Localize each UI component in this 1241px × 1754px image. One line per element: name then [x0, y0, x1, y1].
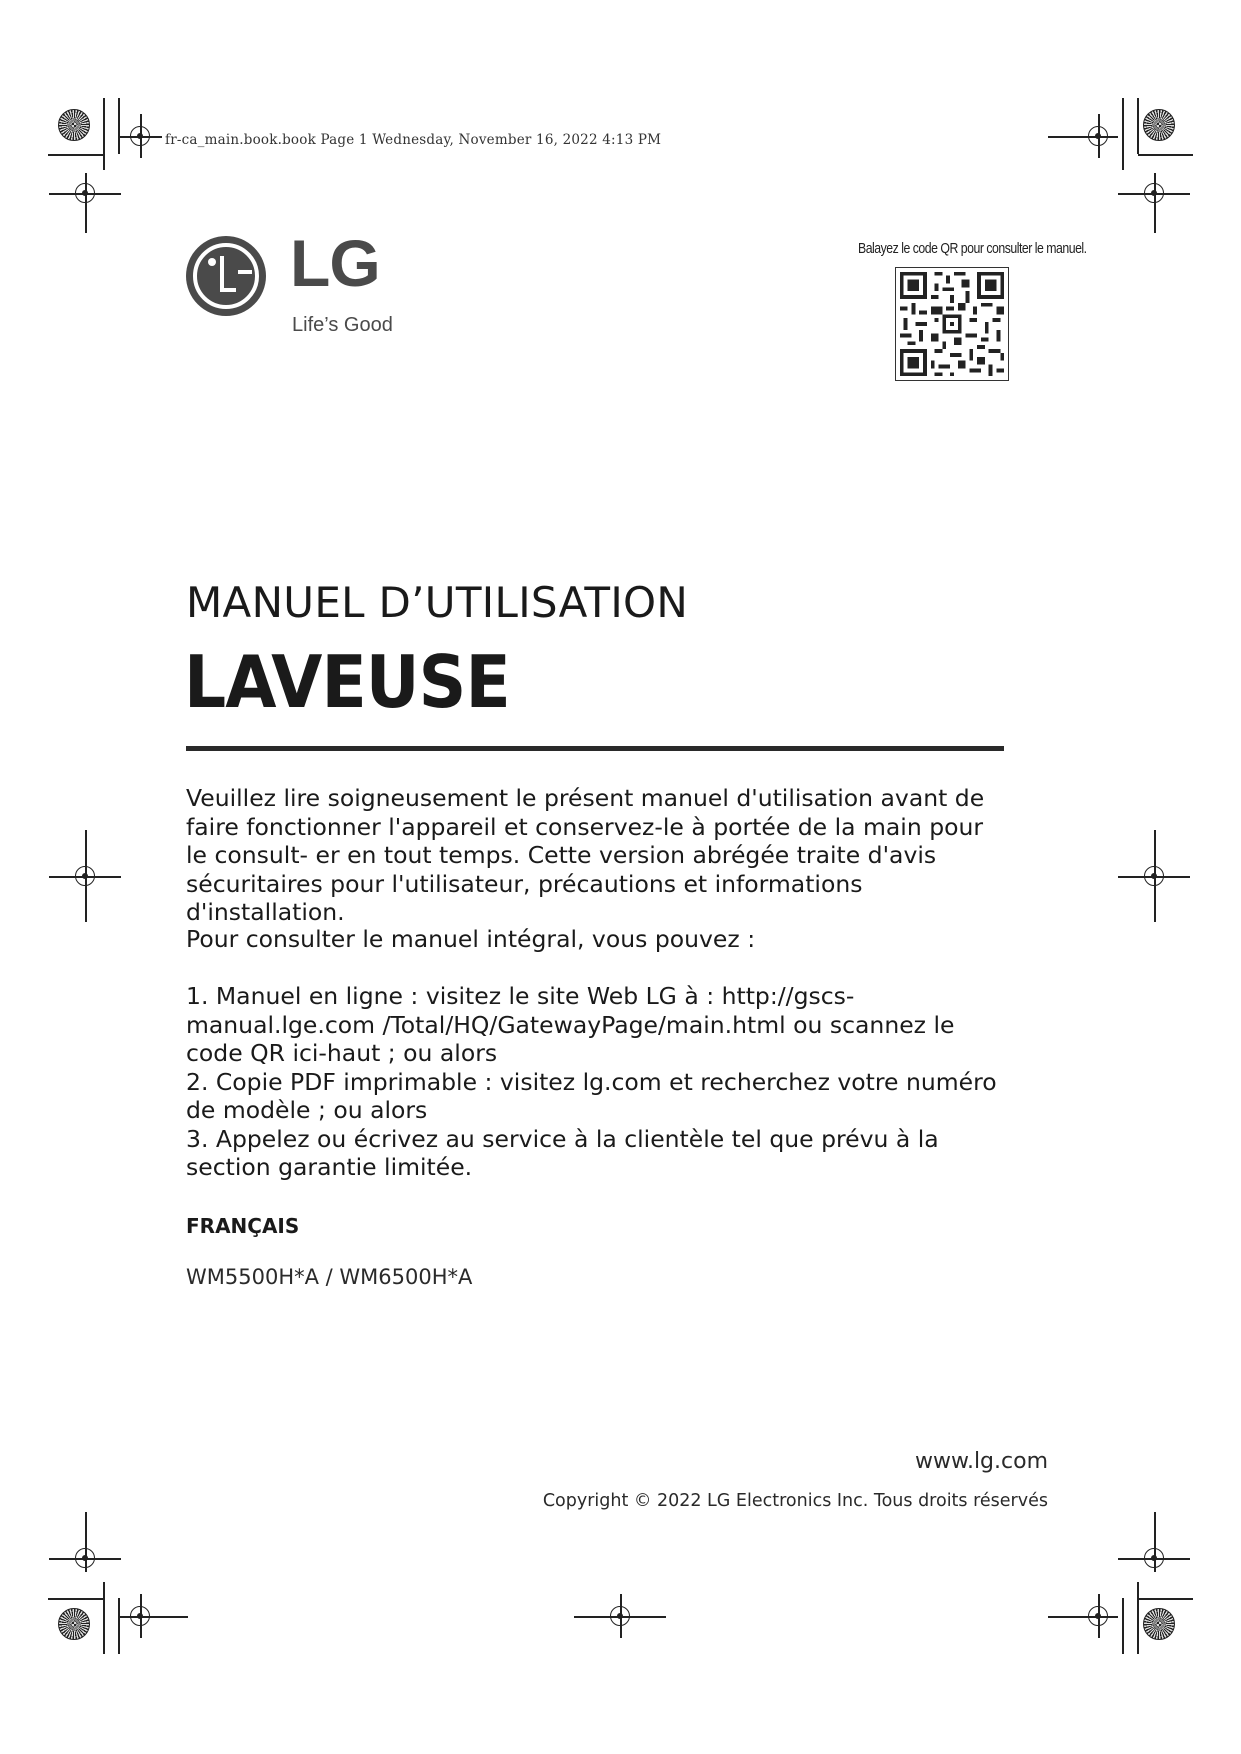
- copyright-notice: Copyright © 2022 LG Electronics Inc. Tous droits réservés: [542, 1491, 1048, 1511]
- list-item: 1. Manuel en ligne : visitez le site Web LG à : http://gscs-manual.lge.com /Total/HQ/GatewayPage/main.html ou scannez le code QR ici-haut ; ou alors: [186, 982, 955, 1067]
- list-item: 3. Appelez ou écrivez au service à la clientèle tel que prévu à la section garantie limitée.: [186, 1124, 939, 1181]
- document-title: LAVEUSE: [184, 640, 510, 724]
- starburst-mark-icon: [58, 109, 90, 141]
- list-item: 2. Copie PDF imprimable : visitez lg.com et recherchez votre numéro de modèle ; ou alors: [186, 1067, 997, 1124]
- starburst-mark-icon: [58, 1608, 90, 1640]
- language-label: FRANÇAIS: [186, 1214, 300, 1238]
- lg-wordmark: LG: [290, 226, 380, 300]
- document-subtitle: MANUEL D’UTILISATION: [186, 578, 689, 627]
- qr-caption: Balayez le code QR pour consulter le manuel.: [858, 240, 1087, 257]
- lg-face-icon: [186, 236, 266, 316]
- consult-lead: Pour consulter le manuel intégral, vous pouvez :: [186, 925, 756, 953]
- lg-tagline: Life’s Good: [292, 314, 393, 336]
- starburst-mark-icon: [1143, 109, 1175, 141]
- qr-code-icon[interactable]: [895, 267, 1009, 381]
- model-numbers: WM5500H*A / WM6500H*A: [186, 1265, 473, 1289]
- lg-logo: [186, 226, 426, 346]
- consult-options: [186, 982, 1006, 1182]
- website-link[interactable]: www.lg.com: [914, 1449, 1048, 1474]
- intro-paragraph: Veuillez lire soigneusement le présent manuel d'utilisation avant de faire fonctionner l'appareil et conservez-le à portée de la main pour le consult- er en tout temps. Cette version abrégée traite d'avis sécuritaires pour l'utilisateur, précautions et informations d'installation.: [186, 784, 985, 926]
- starburst-mark-icon: [1143, 1608, 1175, 1640]
- print-header: fr-ca_main.book.book Page 1 Wednesday, November 16, 2022 4:13 PM: [165, 132, 662, 148]
- title-divider: [186, 746, 1004, 751]
